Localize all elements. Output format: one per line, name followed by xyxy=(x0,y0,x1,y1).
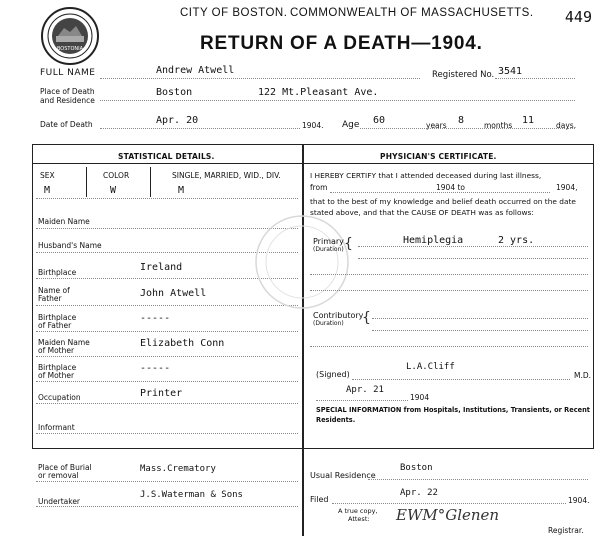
father-name-label-2: Father xyxy=(38,294,62,303)
primary-cause-value: Hemiplegia xyxy=(403,235,464,246)
age-months: 8 xyxy=(458,115,465,126)
informant-label: Informant xyxy=(38,423,75,432)
page-number: 449 xyxy=(564,8,592,26)
place-of-death-label-2: and Residence xyxy=(40,96,95,105)
registered-number: 3541 xyxy=(498,66,523,77)
registered-label: Registered No. xyxy=(432,70,495,80)
father-name-value: John Atwell xyxy=(140,288,207,299)
days-label: days. xyxy=(556,121,577,130)
undertaker-label: Undertaker xyxy=(38,497,81,506)
primary-label: Primary xyxy=(313,237,344,246)
full-name-value: Andrew Atwell xyxy=(156,65,235,76)
year-suffix: 1904. xyxy=(302,121,324,130)
special-information: SPECIAL INFORMATION from Hospitals, Institutions, Transients, or Recent Residents. xyxy=(316,406,590,424)
contributory-duration-label: (Duration) xyxy=(313,320,344,327)
filed-label: Filed xyxy=(310,495,329,504)
page-title: RETURN OF A DEATH—1904. xyxy=(200,33,483,54)
from-label: from xyxy=(310,183,328,192)
primary-duration-value: 2 yrs. xyxy=(498,235,535,246)
contributory-label: Contributory xyxy=(313,311,364,320)
certify-line: I HEREBY CERTIFY that I attended deceased during last illness, xyxy=(310,171,542,180)
burial-place-value: Mass.Crematory xyxy=(140,464,216,474)
header-city: CITY OF BOSTON. xyxy=(180,7,288,19)
contributory-brace: { xyxy=(362,310,371,326)
husbands-name-label: Husband's Name xyxy=(38,241,102,250)
md-label: M.D. xyxy=(574,371,592,380)
color-value: W xyxy=(110,185,117,196)
primary-brace: { xyxy=(344,236,353,252)
signed-year: 1904 xyxy=(410,393,430,402)
age-days: 11 xyxy=(522,115,535,126)
mother-birthplace-label-1: Birthplace xyxy=(38,363,77,372)
father-birthplace-value: ----- xyxy=(140,313,171,324)
true-copy-label: A true copy, xyxy=(338,507,378,515)
maiden-name-label: Maiden Name xyxy=(38,217,90,226)
seal-emblem-icon xyxy=(40,6,100,66)
certify-rest: that to the best of my knowledge and belief death occurred on the date stated above, and that the CAUSE OF DEATH was as follows: xyxy=(310,197,576,217)
months-label: months xyxy=(484,121,513,130)
city-seal xyxy=(40,6,100,66)
burial-place-label-1: Place of Burial xyxy=(38,463,92,472)
years-label: years xyxy=(426,121,447,130)
place-city-value: Boston xyxy=(156,87,193,98)
burial-place-label-2: or removal xyxy=(38,471,79,480)
mother-name-label-2: of Mother xyxy=(38,346,75,355)
occupation-label: Occupation xyxy=(38,393,81,402)
svg-text:BOSTONIA: BOSTONIA xyxy=(56,46,84,52)
marital-value: M xyxy=(178,185,185,196)
mother-birthplace-value: ----- xyxy=(140,363,171,374)
birthplace-value: Ireland xyxy=(140,262,183,273)
from-year: 1904 to xyxy=(436,183,466,192)
signed-label: (Signed) xyxy=(316,370,350,379)
color-label: COLOR xyxy=(103,171,130,180)
sex-value: M xyxy=(44,185,51,196)
usual-residence-value: Boston xyxy=(400,463,433,473)
attest-signature: EWM°Glenen xyxy=(396,506,500,524)
primary-duration-label: (Duration) xyxy=(313,246,344,253)
usual-residence-label: Usual Residence xyxy=(310,471,376,480)
father-birthplace-label-2: of Father xyxy=(38,321,72,330)
place-of-death-label-1: Place of Death xyxy=(40,87,95,96)
father-birthplace-label-1: Birthplace xyxy=(38,313,77,322)
signed-date-value: Apr. 21 xyxy=(346,385,384,395)
age-years: 60 xyxy=(373,115,386,126)
sex-label: SEX xyxy=(40,171,55,180)
full-name-label: FULL NAME xyxy=(40,68,96,78)
birthplace-label: Birthplace xyxy=(38,268,77,277)
center-divider xyxy=(302,144,304,536)
mother-name-label-1: Maiden Name xyxy=(38,338,90,347)
header-state: COMMONWEALTH OF MASSACHUSETTS. xyxy=(290,7,534,19)
physician-header: PHYSICIAN'S CERTIFICATE. xyxy=(380,152,497,161)
date-of-death-value: Apr. 20 xyxy=(156,115,199,126)
statistical-header: STATISTICAL DETAILS. xyxy=(118,152,215,161)
filed-date-value: Apr. 22 xyxy=(400,488,438,498)
date-of-death-label: Date of Death xyxy=(40,120,93,129)
signed-name-value: L.A.Cliff xyxy=(406,362,455,372)
faint-stamp-icon xyxy=(252,212,352,312)
mother-birthplace-label-2: of Mother xyxy=(38,371,75,380)
to-year: 1904, xyxy=(556,183,578,192)
registrar-label: Registrar. xyxy=(548,526,584,535)
marital-label: SINGLE, MARRIED, WID., DIV. xyxy=(172,171,281,180)
attest-label: Attest: xyxy=(348,515,370,523)
place-address-value: 122 Mt.Pleasant Ave. xyxy=(258,87,379,98)
mother-name-value: Elizabeth Conn xyxy=(140,338,225,349)
filed-year: 1904. xyxy=(568,496,590,505)
age-label: Age xyxy=(342,120,360,130)
undertaker-value: J.S.Waterman & Sons xyxy=(140,490,243,500)
occupation-value: Printer xyxy=(140,388,183,399)
father-name-label-1: Name of xyxy=(38,286,70,295)
